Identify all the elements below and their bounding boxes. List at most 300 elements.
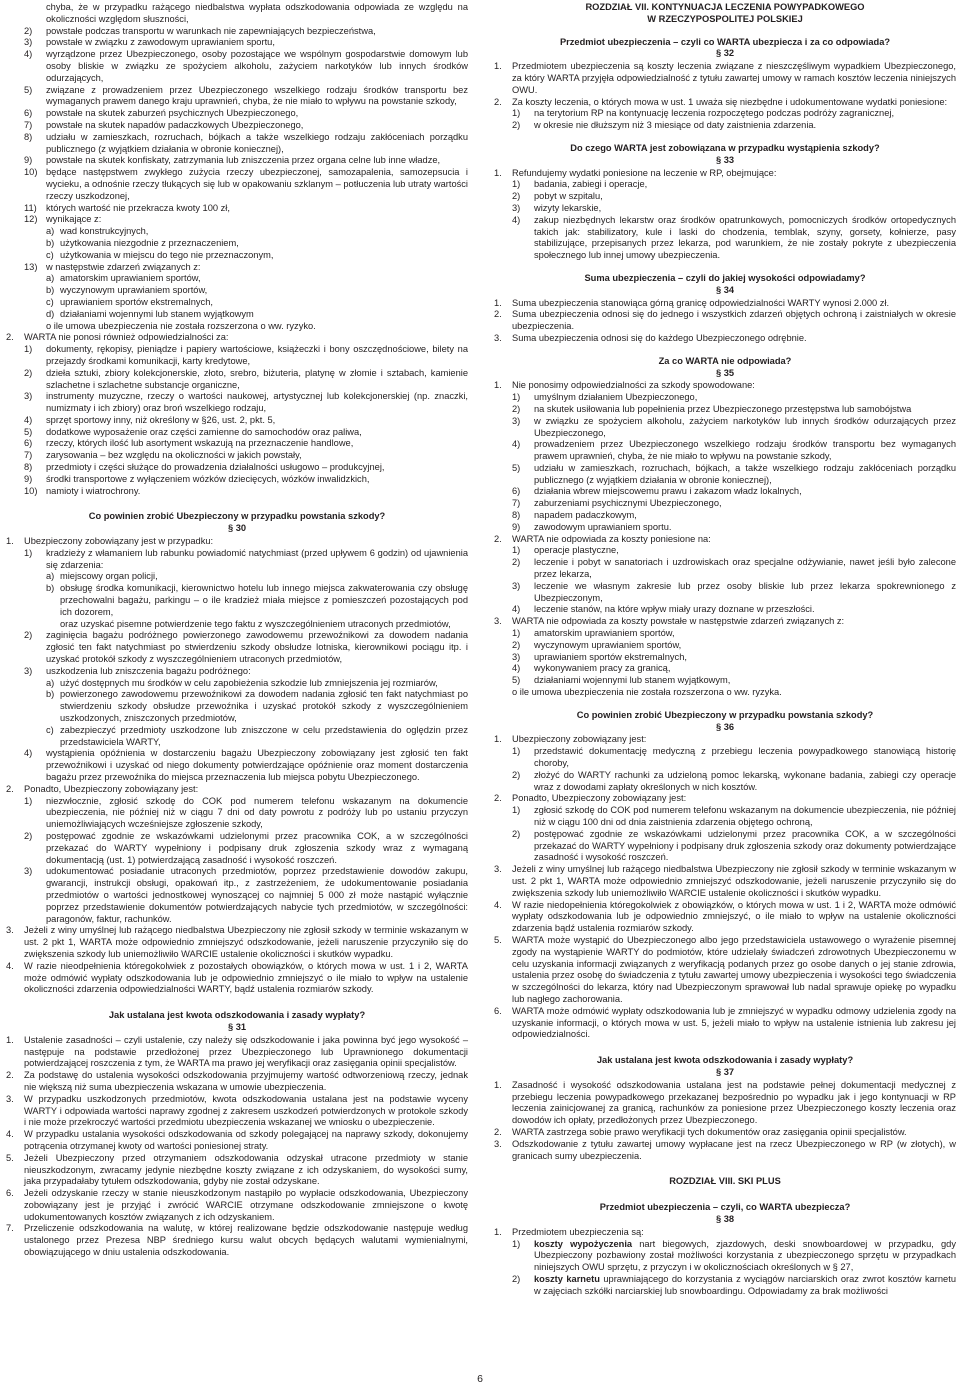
- item-text: oraz uzyskać pisemne potwierdzenie tego faktu z wyszczególnieniem utraconych przedmiotów,: [60, 618, 451, 629]
- item-text: postępować zgodnie ze wskazówkami udzielonymi przez pracownika COK, a w szczególności przekazać do WARTY wypełniony i podpisany druk zgłoszenia szkody wraz z wymaganą dokumentacją (ust. 1) potwierdzającą zasadność i wysokość roszczeń.: [46, 830, 468, 865]
- numbered-clause: [494, 61, 956, 96]
- section-heading: ROZDZIAŁ VIII. SKI PLUS: [669, 1176, 781, 1187]
- item-text: sprzęt sportowy inny, niż określony w §26, ust. 2, pkt. 5,: [46, 414, 276, 425]
- list-item: [512, 1274, 956, 1298]
- item-marker: 8): [24, 462, 33, 473]
- list-item: [512, 604, 956, 616]
- item-text: WARTA nie odpowiada za koszty powstałe w następstwie zdarzeń związanych z:: [512, 616, 845, 627]
- item-text: Za podstawę do ustalenia wysokości odszkodowania przyjmujemy wartość odtworzeniową rzeczy, jednak nie większą niż suma ubezpieczenia wskazana w umowie ubezpieczenia.: [24, 1070, 468, 1092]
- item-marker: 1.: [494, 1079, 502, 1090]
- numbered-clause: [6, 1223, 468, 1258]
- item-text: Przedmiotem ubezpieczenia są:: [512, 1226, 644, 1237]
- item-text: powstałe podczas transportu w warunkach nie zapewniających bezpieczeństwa,: [46, 25, 376, 36]
- numbered-clause: [494, 168, 956, 180]
- item-text: Przedmiotem ubezpieczenia są koszty leczenia związane z nieszczęśliwym wypadkiem Ubezpieczonego, za który WARTA przyjęła odpowiedzialność z tytułu zawartej umowy w ramach kosztów leczenia niniejszych OWU.: [512, 61, 956, 95]
- item-text: powstałe na skutek napadów padaczkowych Ubezpieczonego,: [46, 119, 304, 130]
- paragraph-number: § 30: [227, 523, 247, 534]
- item-marker: 5): [512, 462, 521, 473]
- list-item: [24, 630, 468, 665]
- item-text: leczenie i pobyt w sanatoriach i uzdrowiskach oraz specjalne odżywianie, nawet jeśli było zalecone przez lekarza,: [534, 557, 956, 580]
- list-item: [512, 179, 956, 191]
- paragraph-number: § 34: [715, 284, 735, 295]
- item-text: Nie ponosimy odpowiedzialności za szkody spowodowane:: [512, 380, 755, 391]
- numbered-clause: [494, 97, 956, 109]
- item-marker: a): [46, 226, 55, 237]
- item-text: amatorskim uprawianiem sportów,: [60, 273, 201, 284]
- item-text: powstałe na skutek zaburzeń psychicznych Ubezpieczonego,: [46, 108, 299, 119]
- list-item: [46, 309, 468, 321]
- item-marker: 1.: [494, 734, 502, 745]
- item-marker: 5.: [6, 1152, 14, 1163]
- item-marker: 2): [512, 1273, 521, 1284]
- item-marker: b): [46, 237, 55, 248]
- item-marker: b): [46, 689, 55, 700]
- item-marker: 5): [512, 675, 521, 686]
- list-item: [494, 687, 956, 699]
- item-text: miejscowy organ policji,: [60, 571, 158, 582]
- numbered-clause: [494, 616, 956, 628]
- item-marker: 2.: [494, 309, 502, 320]
- item-marker: b): [46, 285, 55, 296]
- item-text: Zasadność i wysokość odszkodowania ustalana jest na podstawie pełnej dokumentacji medycznej z przebiegu leczenia powypadkowego przekazanej bezpośrednio po wypadku jak i jego kontynuacji w RP leczenia zainicjowanej za granicą, rachunków za poniesione przez Ubezpieczonego koszty leczenia oraz dowodów ich opłaty, przedłożonych przez Ubezpieczonego.: [512, 1079, 956, 1126]
- item-marker: 1): [512, 746, 521, 757]
- item-text: WARTA zastrzega sobie prawo weryfikacji tych dokumentów oraz zasięgania opinii specjalistów.: [512, 1126, 907, 1137]
- item-marker: c): [46, 724, 54, 735]
- item-marker: 6): [24, 108, 33, 119]
- item-text: wykonywaniem pracy za granicą,: [534, 663, 671, 674]
- item-marker: 1.: [6, 536, 14, 547]
- item-marker: 4): [24, 49, 33, 60]
- paragraph-number: § 38: [715, 1213, 735, 1224]
- item-text: napadem padaczkowym,: [534, 510, 637, 521]
- list-item: [24, 262, 468, 274]
- item-marker: 1.: [6, 1034, 14, 1045]
- item-marker: 3): [512, 202, 521, 213]
- item-text: Ubezpieczony zobowiązany jest w przypadku:: [24, 536, 214, 547]
- item-text: Jeżeli z winy umyślnej lub rażącego niedbalstwa Ubezpieczony nie zgłosił szkody w terminie wskazanym w ust. 2 pkt 1, WARTA może odpowiednio zmniejszyć odszkodowanie, jeżeli naruszenie przyczyniło się do zwiększenia szkody lub uniemożliwiło WARCIE ustalenie okoliczności i skutków wypadku.: [512, 864, 956, 898]
- item-marker: 3): [512, 580, 521, 591]
- item-text: użytkowania w miejscu do tego nie przeznaczonym,: [60, 249, 274, 260]
- list-item: [512, 557, 956, 581]
- list-item: [512, 522, 956, 534]
- item-text: będące następstwem zwykłego zużycia rzeczy ubezpieczonej, samozapalenia, samozepsucia i wycieku, a odnośnie rzeczy tłukących się lub w opakowaniu szklanym – potłuczenia lub utraty wartości rzeczy uszkodzonej,: [46, 167, 468, 201]
- item-text: W razie niedopełnienia któregokolwiek z obowiązków, o których mowa w ust. 1 i 2, WARTA może odmówić wypłaty odszkodowania lub je odpowiednio zmniejszyć, o ile miało to wpływ na ustalenie okoliczności zdarzenia bądź ustalenia rozmiarów szkody.: [512, 899, 956, 934]
- list-item: [512, 640, 956, 652]
- item-text: nart biegowych, zjazdowych, deski snowboardowej w przypadku, gdy Ubezpieczony pozbawiony został możliwości korzystania z ubezpieczonego sprzętu w przypadkach niniejszych OWU sprzętu, z przyczyn i w okolicznościach określonych w § 27,: [534, 1238, 956, 1273]
- item-marker: 3.: [494, 1138, 502, 1149]
- list-item: [512, 628, 956, 640]
- item-marker: 2.: [6, 783, 14, 794]
- item-text: Ponadto, Ubezpieczony zobowiązany jest:: [512, 793, 687, 804]
- item-text: prowadzeniem przez Ubezpieczonego wszelkiego rodzaju środków transportu bez wymaganych prawem uprawnień, chyba, że nie miało to wpływu na powstanie szkody,: [534, 439, 956, 462]
- item-marker: 3): [24, 665, 33, 676]
- item-text: W razie nieodpełnienia któregokolwiek z pozostałych obowiązków, o których mowa w ust. 1 i 2, WARTA może odmówić wypłaty odszkodowania lub je odpowiednio zmniejszyć o ile miało to wpływ na ustalenie okoliczności zdarzenia odpowiedzialności WARTY, bądź ustalenia rozmiarów szkody.: [24, 960, 468, 995]
- numbered-clause: [6, 1035, 468, 1070]
- list-item: [24, 368, 468, 392]
- item-marker: 2): [512, 828, 521, 839]
- section-heading: ROZDZIAŁ VII. KONTYNUACJA LECZENIA POWYPADKOWEGO: [585, 2, 865, 12]
- numbered-clause: [6, 961, 468, 996]
- list-item: [512, 829, 956, 864]
- item-marker: 4.: [494, 899, 502, 910]
- item-text: zakup niezbędnych lekarstw oraz środków opatrunkowych, pomocniczych środków ortopedycznych takich jak: stabilizatory, kule i laski do chodzenia, temblak, szyny, gorsety, kołnierze, pasy stabilizujące, przepisanych przez lekarza, pod warunkiem, że nie zostały pokryte z ubezpieczenia społecznego lub innej umowy ubezpieczenia.: [534, 214, 956, 261]
- item-text: WARTA nie ponosi również odpowiedzialności za:: [24, 332, 229, 343]
- item-marker: a): [46, 571, 55, 582]
- paragraph-number: § 31: [227, 1021, 247, 1032]
- item-text: o ile umowa ubezpieczenia nie została rozszerzona o ww. ryzyka.: [512, 687, 782, 698]
- numbered-clause: [494, 793, 956, 805]
- list-item: [24, 438, 468, 450]
- item-text: WARTA może wystąpić do Ubezpieczonego albo jego przedstawiciela ustawowego o wyrażenie pisemnej zgody na wystąpienie WARTY do podmiotów, które udzielały świadczeń zdrowotnych Ubezpieczonemu w celu uzyskania informacji związanych z weryfikacją podanych przez go osobe danych o jej stanie zdrowia, ustalenia przez osobę do świadczenia z tytułu zawartej umowy ubezpieczenia i wysokości tego świadczenia w szczególności do lekarza, który nad Ubezpieczonym sprawował lub nadal sprawuje opiekę po wypadku lub nagłego zachorowania.: [512, 934, 956, 1004]
- item-marker: 8): [24, 131, 33, 142]
- item-text: wad konstrukcyjnych,: [60, 226, 149, 237]
- item-marker: c): [46, 296, 54, 307]
- item-marker: 7): [512, 498, 521, 509]
- item-marker: 3.: [494, 332, 502, 343]
- item-marker: 1): [512, 1238, 521, 1249]
- item-text: operacje plastyczne,: [534, 545, 619, 556]
- item-text: zgłosić szkodę do COK pod numerem telefonu wskazanym na dokumencie ubezpieczenia, nie później niż w ciągu 100 dni od dnia zaistnienia zdarzenia objętego ochroną,: [534, 805, 956, 827]
- item-text: postępować zgodnie ze wskazówkami udzielonymi przez pracownika COK, a w szczególności przekazać do WARTY wypełniony i podpisany druk zgłoszenia szkody oraz dokumenty potwierdzające zasadność i wysokość roszczeń.: [534, 828, 956, 863]
- right-column: [494, 2, 956, 1297]
- item-marker: 6.: [494, 1005, 502, 1016]
- item-text: Suma ubezpieczenia odnosi się do jednego i wszystkich zdarzeń objętych ochroną i zaistniałych w okresie ubezpieczenia.: [512, 309, 956, 332]
- item-marker: 2.: [6, 1070, 14, 1081]
- list-item: [24, 427, 468, 439]
- item-marker: 6.: [6, 1188, 14, 1199]
- item-text: zarysowania – bez względu na okoliczności w jakich powstały,: [46, 450, 302, 461]
- item-marker: 2.: [494, 96, 502, 107]
- section-heading: Jak ustalana jest kwota odszkodowania i zasady wypłaty?: [596, 1055, 854, 1066]
- item-marker: 3): [24, 37, 33, 48]
- item-marker: 3.: [6, 925, 14, 936]
- paragraph-number: § 32: [715, 48, 735, 59]
- list-item: [512, 215, 956, 262]
- item-marker: 3.: [494, 864, 502, 875]
- item-text: użyć dostępnych mu środków w celu zapobieżenia szkodzie lub zmniejszenia jej rozmiarów,: [60, 677, 438, 688]
- numbered-clause: [494, 1127, 956, 1139]
- item-marker: 2): [512, 191, 521, 202]
- item-text: zaginięcia bagażu podróżnego powierzonego zawodowemu przewoźnikowi za dowodem nadania zgłosić ten fakt natychmiast po stwierdzeniu szkody obsłudze lotniska, kierownikowi pociągu itp. i uzyskać protokół szkody z wyszczególnieniem utraconych przedmiotów,: [46, 630, 468, 665]
- item-text: zabezpieczyć przedmioty uszkodzone lub zniszczone w celu przedstawienia do oględzin przez przedstawiciela WARTY,: [60, 724, 468, 747]
- item-text: środki transportowe z wyłączeniem wózków dziecięcych, wózków inwalidzkich,: [46, 473, 370, 484]
- item-text: leczenie stanów, na które wpływ miały urazy doznane w przeszłości.: [534, 604, 815, 615]
- item-text: o ile umowa ubezpieczenia nie została rozszerzona o ww. ryzyko.: [46, 320, 316, 331]
- list-item: [24, 415, 468, 427]
- list-item: [512, 120, 956, 132]
- section-heading: W RZECZYPOSPOLITEJ POLSKIEJ: [647, 13, 803, 24]
- list-item: [512, 675, 956, 687]
- item-marker: d): [46, 308, 55, 319]
- item-text: w związku ze spożyciem alkoholu, zażyciem narkotyków lub innych środków odurzających przez Ubezpieczonego,: [534, 415, 956, 438]
- item-marker: 2): [512, 120, 521, 131]
- item-text: Ustalenie zasadności – czyli ustalenie, czy należy się odszkodowanie i jaka powinna być jego wysokość – następuje na podstawie przedłożonej przez Ubezpieczonego lub Uprawnionego dokumentacji potwierdzającej roszczenia z tym, że WARTA ma prawo jej weryfikacji oraz zasięgania opinii specjalistów.: [24, 1034, 468, 1069]
- list-item: [24, 203, 468, 215]
- item-text: udokumentować posiadanie utraconych przedmiotów, poprzez przedstawienie dowodów zakupu, gwarancji, instrukcji obsługi, opakowań itp., z zastrzeżeniem, że udokumentowanie posiadania przedmiotów o wartości jednostkowej wynoszącej co najmniej 5 000 zł może nastąpić wyłącznie poprzez przedstawienie dokumentów potwierdzających nabycie tych przedmiotów, w szczególności: paragonów, faktur, rachunków.: [46, 866, 468, 924]
- item-marker: b): [46, 583, 55, 594]
- item-marker: 7): [24, 119, 33, 130]
- item-text: Przeliczenie odszkodowania na walutę, w której realizowane będzie odszkodowanie następuje według ustalonego przez Prezesa NBP średniego kursu walut obcych będących walutami wymienialnymi, obowiązującego w dniu ustalenia odszkodowania.: [24, 1223, 468, 1258]
- list-item: [512, 746, 956, 770]
- item-text: chyba, że w przypadku rażącego niedbalstwa wypłata odszkodowania odpowiada ze względu na okoliczności względom słuszności,: [46, 2, 468, 24]
- numbered-clause: [494, 380, 956, 392]
- list-item: [24, 866, 468, 925]
- item-text: leczenie we własnym zakresie lub przez osoby bliskie lub przez lekarza spokrewnionego z Ubezpieczonym,: [534, 580, 956, 603]
- item-text: umyślnym działaniem Ubezpieczonego,: [534, 392, 698, 403]
- item-marker: c): [46, 249, 54, 260]
- list-item: [24, 85, 468, 109]
- item-marker: 5.: [494, 934, 502, 945]
- numbered-clause: [6, 1070, 468, 1094]
- list-item: [24, 666, 468, 678]
- list-item: [46, 226, 468, 238]
- list-item: [512, 545, 956, 557]
- item-marker: 8): [512, 510, 521, 521]
- item-marker: 2.: [494, 793, 502, 804]
- item-text: Jeżeli Ubezpieczony przed otrzymaniem odszkodowania odzyskał utracone przedmioty w stanie nieuszkodzonym, zwracamy jedynie niezbędne koszty związane z ich odzyskaniem, do wysokości sumy, jaka przypadałaby tytułem odszkodowania, gdyby nie został odzyskane.: [24, 1152, 468, 1187]
- item-marker: 9): [512, 521, 521, 532]
- bold-term: koszty wypożyczenia: [534, 1238, 633, 1249]
- numbered-clause: [494, 1006, 956, 1041]
- item-text: uszkodzenia lub zniszczenia bagażu podróżnego:: [46, 665, 251, 676]
- item-marker: 4.: [6, 1129, 14, 1140]
- item-marker: 1.: [494, 167, 502, 178]
- list-item: [24, 450, 468, 462]
- item-marker: 1): [512, 545, 521, 556]
- list-item: [512, 439, 956, 463]
- item-marker: 4): [512, 663, 521, 674]
- numbered-clause: [6, 332, 468, 344]
- list-item: [24, 831, 468, 866]
- item-text: Ubezpieczony zobowiązany jest:: [512, 734, 647, 745]
- item-text: WARTA nie odpowiada za koszty poniesione na:: [512, 533, 711, 544]
- item-marker: 2.: [494, 1126, 502, 1137]
- item-text: działaniami wojennymi lub stanem wyjątkowym,: [534, 675, 731, 686]
- item-marker: 5): [24, 84, 33, 95]
- item-text: na skutek usiłowania lub popełnienia przez Ubezpieczonego przestępstwa lub samobójstwa: [534, 403, 912, 414]
- list-item: [46, 583, 468, 618]
- section-heading: Przedmiot ubezpieczenia – czyli, co WARTA ubezpiecza?: [599, 1202, 851, 1213]
- list-item: [46, 619, 468, 631]
- item-marker: 1): [24, 795, 33, 806]
- item-marker: 4): [24, 414, 33, 425]
- item-marker: 1): [24, 344, 33, 355]
- item-text: W przypadku uszkodzonych przedmiotów, kwota odszkodowania ustalana jest na podstawie wyceny WARTY i odpowiada wartości naprawy zgodnej z zakresem uszkodzeń potwierdzonych w protokole szkody i nie może przekroczyć wartości przedmiotu ubezpieczenia wskazanej we wniosku o ubezpieczenie.: [24, 1093, 468, 1128]
- list-item: [24, 120, 468, 132]
- item-marker: 4): [512, 214, 521, 225]
- list-item: [24, 49, 468, 84]
- item-marker: 3): [512, 415, 521, 426]
- item-text: namioty i wiatrochrony.: [46, 485, 141, 496]
- item-text: w okresie nie dłuższym niż 3 miesiące od daty zaistnienia zdarzenia.: [534, 120, 817, 131]
- list-item: [512, 486, 956, 498]
- numbered-clause: [6, 784, 468, 796]
- list-item: [24, 214, 468, 226]
- item-text: powstałe w związku z zawodowym uprawianiem sportu,: [46, 37, 275, 48]
- numbered-clause: [6, 1094, 468, 1129]
- item-marker: 9): [24, 155, 33, 166]
- left-column: [6, 2, 468, 1259]
- list-item: [24, 167, 468, 202]
- item-marker: 3): [24, 391, 33, 402]
- item-marker: 2): [24, 630, 33, 641]
- item-marker: 1.: [494, 1226, 502, 1237]
- item-marker: 11): [24, 202, 37, 213]
- list-item: [46, 273, 468, 285]
- item-text: uprawianiem sportów ekstremalnych,: [534, 651, 687, 662]
- item-marker: 6): [24, 438, 33, 449]
- section-heading: Co powinien zrobić Ubezpieczony w przypadku powstania szkody?: [576, 709, 874, 720]
- list-item: [24, 2, 468, 26]
- item-marker: 1.: [494, 297, 502, 308]
- item-text: wyczynowym uprawianiem sportów,: [60, 285, 208, 296]
- section-heading: Za co WARTA nie odpowiada?: [658, 355, 792, 366]
- item-marker: 3): [512, 651, 521, 662]
- list-item: [46, 297, 468, 309]
- numbered-clause: [494, 298, 956, 310]
- numbered-clause: [6, 1188, 468, 1223]
- item-marker: 2): [24, 830, 33, 841]
- item-marker: a): [46, 677, 55, 688]
- item-text: wyrządzone przez Ubezpieczonego, osoby pozostające we wspólnym gospodarstwie domowym lub osoby bliskie w związku ze spożyciem alkoholu, zażyciem narkotyków lub innych środków odurzających,: [46, 49, 468, 83]
- numbered-clause: [494, 1080, 956, 1127]
- item-marker: 1.: [494, 61, 502, 72]
- list-item: [512, 108, 956, 120]
- item-text: związane z prowadzeniem przez Ubezpieczonego wszelkiego rodzaju środków transportu bez wymaganych prawem danego kraju uprawnień, chyba, że nie miało to wpływu na powstanie szkody,: [46, 84, 468, 107]
- item-text: badania, zabiegi i operacje,: [534, 179, 648, 190]
- list-item: [46, 725, 468, 749]
- numbered-clause: [6, 536, 468, 548]
- item-marker: 1): [512, 392, 521, 403]
- numbered-clause: [494, 1139, 956, 1163]
- list-item: [512, 463, 956, 487]
- item-marker: 4.: [6, 960, 14, 971]
- item-marker: 2): [512, 639, 521, 650]
- list-item: [24, 108, 468, 120]
- section-heading: Do czego WARTA jest zobowiązana w przypadku wystąpienia szkody?: [570, 142, 880, 153]
- item-text: instrumenty muzyczne, rzeczy o wartości naukowej, artystycznej lub kolekcjonerskiej (np. znaczki, numizmaty i ich zbiory) oraz broń wszelkiego rodzaju,: [46, 391, 468, 414]
- item-marker: 5): [24, 426, 33, 437]
- item-marker: 3.: [6, 1093, 14, 1104]
- item-marker: 1): [512, 628, 521, 639]
- list-item: [512, 652, 956, 664]
- item-marker: 4): [512, 439, 521, 450]
- item-text: powierzonego zawodowemu przewoźnikowi za dowodem nadania zgłosić ten fakt natychmiast po stwierdzeniu szkody obsłudze przewoźnika i uzyskać protokół szkody z wyszczególnieniem uszkodzonych, zniszczonych przedmiotów,: [60, 689, 468, 724]
- item-text: wynikające z:: [46, 214, 102, 225]
- item-text: niezwłocznie, zgłosić szkodę do COK pod numerem telefonu wskazanym na dokumencie ubezpieczenia, nie później niż w ciągu 7 dni od daty powrotu z podróży lub po ustaniu przyczyn uniemożliwiających wcześniejsze zgłoszenie szkody,: [46, 795, 468, 830]
- list-item: [46, 238, 468, 250]
- item-text: Jeżeli odzyskanie rzeczy w stanie nieuszkodzonym nastąpiło po wypłacie odszkodowania, Ubezpieczony zobowiązany jest je przyjąć i zwrócić WARCIE otrzymane odszkodowanie zmniejszone o kwotę udokumentowanych kosztów związanych z ich odzyskaniem.: [24, 1188, 468, 1222]
- paragraph-number: § 36: [715, 721, 735, 732]
- item-text: rzeczy, których ilość lub asortyment wskazują na przeznaczenie handlowe,: [46, 438, 354, 449]
- list-item: [24, 132, 468, 156]
- list-item: [24, 748, 468, 783]
- item-marker: a): [46, 273, 55, 284]
- bold-term: koszty karnetu: [534, 1273, 600, 1284]
- list-item: [24, 37, 468, 49]
- item-text: Jeżeli z winy umyślnej lub rażącego niedbalstwa Ubezpieczony nie zgłosił szkody w terminie wskazanym w ust. 2 pkt 1, WARTA może odpowiednio zmniejszyć odszkodowanie, jeżeli naruszenie przyczyniło się do zwiększenia szkody lub uniemożliwiło WARCIE ustalenie okoliczności i skutków wypadku.: [24, 925, 468, 959]
- item-text: działaniami wojennymi lub stanem wyjątkowym: [60, 308, 254, 319]
- item-marker: 3): [24, 866, 33, 877]
- list-item: [24, 344, 468, 368]
- list-item: [46, 285, 468, 297]
- list-item: [512, 498, 956, 510]
- numbered-clause: [6, 925, 468, 960]
- list-item: [24, 321, 468, 333]
- item-text: działania wbrew miejscowemu prawu i zakazom władz lokalnych,: [534, 486, 802, 497]
- item-marker: 1.: [494, 380, 502, 391]
- item-text: udziału w zamieszkach, rozruchach, bójkach a także wszelkiego rodzaju zakłóceniach porządku publicznego (z wyjątkiem działania w obronie koniecznej),: [46, 131, 468, 154]
- item-text: uprawianiem sportów ekstremalnych,: [60, 296, 213, 307]
- list-item: [24, 486, 468, 498]
- item-text: dokumenty, rękopisy, pieniądze i papiery wartościowe, książeczki i bony oszczędnościowe, bilety na przejazdy środkami komunikacji, karty kredytowe,: [46, 344, 468, 366]
- numbered-clause: [6, 1129, 468, 1153]
- list-item: [24, 26, 468, 38]
- item-text: zawodowym uprawianiem sportu.: [534, 521, 672, 532]
- list-item: [24, 391, 468, 415]
- item-text: Ponadto, Ubezpieczony zobowiązany jest:: [24, 783, 199, 794]
- item-text: amatorskim uprawianiem sportów,: [534, 628, 675, 639]
- item-text: powstałe na skutek konfiskaty, zatrzymania lub zniszczenia przez organa celne lub inne władze,: [46, 155, 441, 166]
- list-item: [512, 191, 956, 203]
- item-marker: 2): [24, 25, 33, 36]
- item-marker: 2.: [6, 332, 14, 343]
- list-item: [512, 770, 956, 794]
- paragraph-number: § 35: [715, 367, 735, 378]
- item-text: użytkowania niezgodnie z przeznaczeniem,: [60, 237, 239, 248]
- item-marker: 1): [512, 179, 521, 190]
- list-item: [512, 416, 956, 440]
- page-number: 6: [477, 1373, 483, 1385]
- section-heading: Przedmiot ubezpieczenia – czyli co WARTA ubezpiecza i za co odpowiada?: [559, 36, 891, 47]
- item-marker: 2): [24, 367, 33, 378]
- item-marker: 10): [24, 485, 38, 496]
- list-item: [24, 155, 468, 167]
- item-text: złożyć do WARTY rachunki za udzieloną pomoc lekarską, wykonane badania, zabiegi czy operacje wraz z dowodami zapłaty określonych w nich kosztów.: [534, 769, 956, 792]
- item-text: Suma ubezpieczenia odnosi się do każdego Ubezpieczonego odrębnie.: [512, 332, 807, 343]
- list-item: [24, 796, 468, 831]
- item-marker: 9): [24, 473, 33, 484]
- section-heading: Co powinien zrobić Ubezpieczony w przypadku powstania szkody?: [88, 511, 386, 522]
- item-marker: 1): [512, 108, 521, 119]
- list-item: [24, 462, 468, 474]
- item-text: Za koszty leczenia, o których mowa w ust. 1 uważa się niezbędne i udokumentowane wydatki poniesione:: [512, 96, 948, 107]
- item-text: których wartość nie przekracza kwoty 100 zł,: [46, 202, 230, 213]
- item-marker: 12): [24, 214, 38, 225]
- item-marker: 3.: [494, 616, 502, 627]
- item-text: wizyty lekarskie,: [534, 202, 602, 213]
- item-text: udziału w zamieszkach, rozruchach, bójkach, a także wszelkiego rodzaju zakłóceniach porządku publicznego (z wyjątkiem działania w obronie koniecznej),: [534, 462, 956, 485]
- list-item: [46, 678, 468, 690]
- item-text: wystąpienia opóźnienia w dostarczeniu bagażu Ubezpieczony zobowiązany jest zgłosić ten fakt przewoźnikowi i uzyskać od niego dokumenty potwierdzające opóźnienie oraz moment dostarczenia bagażu przez przewoźnika do miejsca przeznaczenia lub miejsca pobytu Ubezpieczonego.: [46, 748, 468, 782]
- item-marker: 2.: [494, 533, 502, 544]
- item-marker: 7.: [6, 1223, 14, 1234]
- item-marker: 2): [512, 557, 521, 568]
- item-text: uprawniającego do korzystania z wyciągów narciarskich oraz zwrot kosztów karnetu w zajęciach szkółki narciarskiej lub snowboardingu. Odpowiadamy za brak możliwości: [534, 1273, 956, 1296]
- list-item: [24, 548, 468, 572]
- numbered-clause: [494, 935, 956, 1006]
- item-marker: 2): [512, 769, 521, 780]
- item-marker: 7): [24, 450, 33, 461]
- section-heading: Suma ubezpieczenia – czyli do jakiej wysokości odpowiadamy?: [584, 272, 866, 283]
- numbered-clause: [494, 333, 956, 345]
- numbered-clause: [494, 1227, 956, 1239]
- item-text: pobyt w szpitalu,: [534, 191, 603, 202]
- item-marker: 10): [24, 167, 38, 178]
- item-text: zaburzeniami psychicznymi Ubezpieczonego,: [534, 498, 722, 509]
- list-item: [512, 404, 956, 416]
- list-item: [46, 689, 468, 724]
